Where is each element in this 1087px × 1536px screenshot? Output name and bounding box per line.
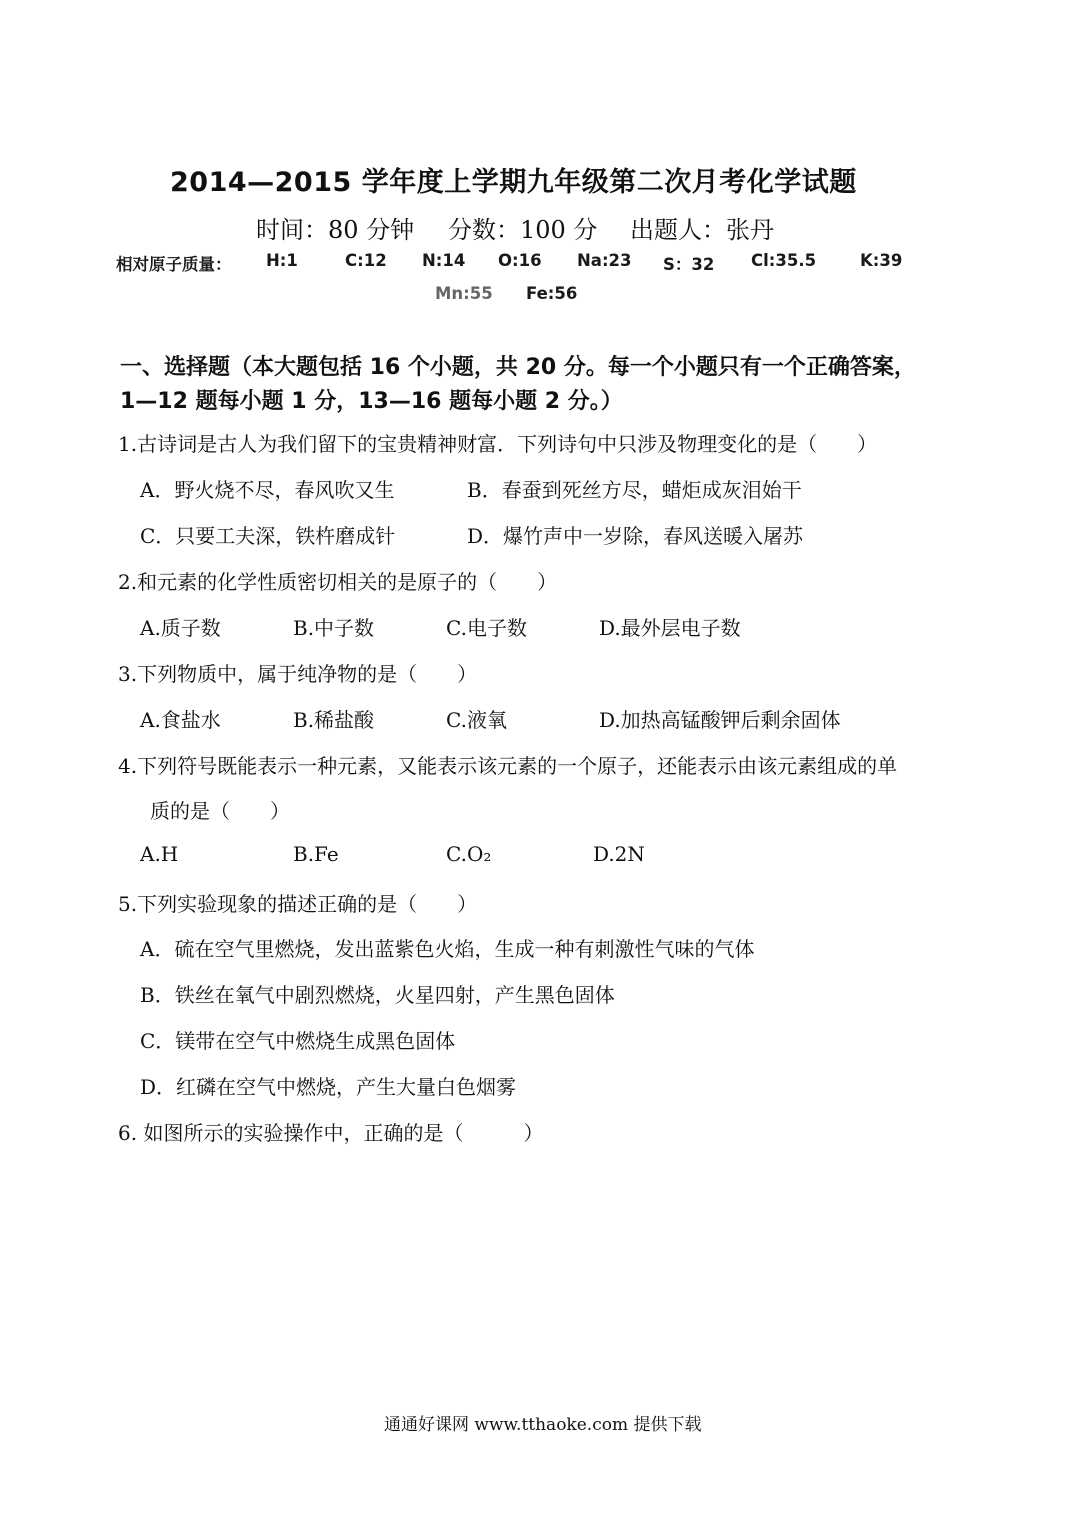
exam-score: 分数：100 分 xyxy=(448,216,598,244)
question-4-stem: 4.下列符号既能表示一种元素，又能表示该元素的一个原子，还能表示由该元素组成的单 xyxy=(118,754,898,778)
atomic-mass-na: Na:23 xyxy=(577,251,632,270)
question-3-stem: 3.下列物质中，属于纯净物的是（ ） xyxy=(118,662,478,686)
question-3-option-c: C.液氧 xyxy=(446,708,507,732)
question-2-option-c: C.电子数 xyxy=(446,616,527,640)
question-5-option-b: B．铁丝在氧气中剧烈燃烧，火星四射，产生黑色固体 xyxy=(140,983,615,1007)
question-6-stem: 6. 如图所示的实验操作中，正确的是（ ） xyxy=(118,1121,544,1145)
atomic-mass-o: O:16 xyxy=(498,251,542,270)
question-1-option-a: A．野火烧不尽，春风吹又生 xyxy=(140,478,395,502)
question-3-option-a: A.食盐水 xyxy=(140,708,221,732)
question-5-option-d: D．红磷在空气中燃烧，产生大量白色烟雾 xyxy=(140,1075,517,1099)
question-4-option-b: B.Fe xyxy=(293,842,339,866)
question-1-option-b: B．春蚕到死丝方尽，蜡炬成灰泪始干 xyxy=(467,478,802,502)
exam-title: 2014—2015 学年度上学期九年级第二次月考化学试题 xyxy=(170,167,857,198)
question-4-option-c: C.O₂ xyxy=(446,842,492,866)
section-heading-line1: 一、选择题（本大题包括 16 个小题，共 20 分。每一个小题只有一个正确答案， xyxy=(120,355,916,380)
atomic-mass-h: H:1 xyxy=(266,251,298,270)
atomic-mass-n: N:14 xyxy=(422,251,466,270)
question-3-option-d: D.加热高锰酸钾后剩余固体 xyxy=(599,708,841,732)
exam-author: 出题人：张丹 xyxy=(630,216,774,244)
exam-time: 时间：80 分钟 xyxy=(256,216,415,244)
question-1-option-d: D．爆竹声中一岁除，春风送暖入屠苏 xyxy=(467,524,804,548)
question-3-option-b: B.稀盐酸 xyxy=(293,708,375,732)
question-1-option-c: C．只要工夫深，铁杵磨成针 xyxy=(140,524,396,548)
question-2-option-b: B.中子数 xyxy=(293,616,375,640)
question-1-stem: 1.古诗词是古人为我们留下的宝贵精神财富．下列诗句中只涉及物理变化的是（ ） xyxy=(118,432,878,456)
page-footer: 通通好课网 www.tthaoke.com 提供下载 xyxy=(384,1415,702,1435)
question-5-stem: 5.下列实验现象的描述正确的是（ ） xyxy=(118,892,478,916)
atomic-mass-fe: Fe:56 xyxy=(526,284,578,303)
section-heading-line2: 1—12 题每小题 1 分，13—16 题每小题 2 分。） xyxy=(120,389,623,414)
question-4-stem-continued: 质的是（ ） xyxy=(150,799,290,823)
question-5-option-c: C．镁带在空气中燃烧生成黑色固体 xyxy=(140,1029,456,1053)
atomic-mass-mn: Mn:55 xyxy=(435,284,493,303)
atomic-mass-c: C:12 xyxy=(345,251,387,270)
atomic-mass-label: 相对原子质量： xyxy=(116,255,232,274)
question-5-option-a: A．硫在空气里燃烧，发出蓝紫色火焰，生成一种有刺激性气味的气体 xyxy=(140,937,755,961)
atomic-mass-cl: Cl:35.5 xyxy=(751,251,817,270)
atomic-mass-k: K:39 xyxy=(860,251,903,270)
question-4-option-d: D.2N xyxy=(593,842,645,866)
question-2-option-d: D.最外层电子数 xyxy=(599,616,741,640)
atomic-mass-s: S：32 xyxy=(663,255,715,274)
question-2-option-a: A.质子数 xyxy=(140,616,221,640)
question-2-stem: 2.和元素的化学性质密切相关的是原子的（ ） xyxy=(118,570,558,594)
question-4-option-a: A.H xyxy=(140,842,179,866)
